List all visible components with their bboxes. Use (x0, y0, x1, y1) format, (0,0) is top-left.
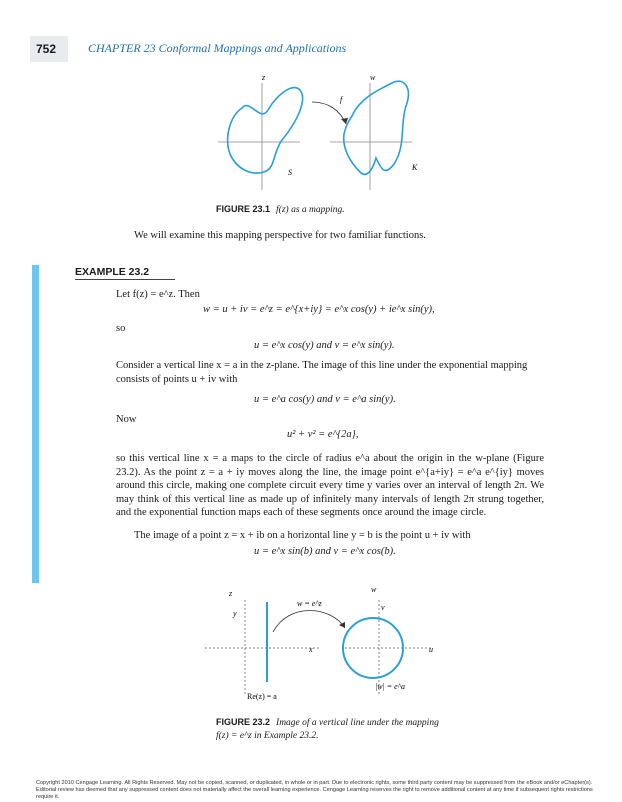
mapping-arrow (312, 102, 346, 124)
equation-1: w = u + iv = e^z = e^{x+iy} = e^x cos(y) + ie^x sin(y), (203, 304, 435, 315)
label-v: v (381, 603, 385, 612)
figure-23-2-caption (216, 716, 442, 743)
figure-23-2-text: Image of a vertical line under the mapping f(z) = e^z in Example 23.2. (216, 718, 439, 741)
label-w: w (370, 73, 376, 82)
label-u: u (429, 645, 433, 654)
example-para-3: The image of a point z = x + ib on a horizontal line y = b is the point u + iv with (134, 530, 471, 541)
page-number: 752 (36, 42, 57, 56)
example-let-line: Let f(z) = e^z. Then (116, 289, 200, 300)
mapping-arrowhead (339, 622, 345, 628)
label-S: S (288, 168, 292, 177)
figure-23-1-caption (216, 204, 345, 215)
figure-23-1-text: f(z) as a mapping. (276, 205, 345, 215)
chapter-title: CHAPTER 23 Conformal Mappings and Applications (88, 41, 347, 55)
region-S-curve (228, 88, 303, 173)
label-z: z (229, 589, 233, 598)
example-para-1: Consider a vertical line x = a in the z-plane. The image of this line under the exponential mapping consists of points u + iv with (116, 360, 528, 385)
label-re: Re(z) = a (247, 692, 277, 701)
intro-text: We will examine this mapping perspective for two familiar functions. (134, 230, 426, 241)
equation-4: u² + v² = e^{2a}, (287, 429, 359, 440)
region-K-curve (344, 81, 409, 174)
example-accent-bar (32, 265, 39, 583)
figure-23-1 (180, 68, 450, 193)
copyright-line-2: Editorial review has deemed that any suppressed content does not materially affect the overall learning experience. Cengage Learning reserves the right to remove additional content at any time if subsequent rights restrictions require it. (36, 787, 593, 801)
label-map: w = e^z (297, 599, 322, 608)
equation-2: u = e^x cos(y) and v = e^x sin(y). (254, 340, 395, 351)
example-now: Now (116, 414, 137, 425)
label-x: x (309, 645, 313, 654)
copyright-notice (36, 780, 596, 802)
example-title: EXAMPLE 23.2 (75, 266, 150, 278)
example-so: so (116, 323, 126, 334)
equation-5: u = e^x sin(b) and v = e^x cos(b). (254, 546, 396, 557)
example-title-rule (75, 279, 175, 280)
figure-23-2 (205, 582, 450, 704)
equation-3: u = e^a cos(y) and v = e^a sin(y). (254, 394, 396, 405)
figure-23-1-label: FIGURE 23.1 (216, 204, 271, 214)
label-K: K (412, 163, 418, 172)
label-f: f (340, 95, 343, 104)
label-z: z (262, 73, 266, 82)
label-y: y (233, 609, 237, 618)
label-w: w (371, 585, 377, 594)
figure-23-2-label: FIGURE 23.2 (216, 717, 271, 727)
mapping-arrow (273, 611, 345, 633)
example-para-2: so this vertical line x = a maps to the circle of radius e^a about the origin in the w-plane (Figure 23.2). As the point z = a + iy moves along the line, the image point e^{a+iy} = e^a e^{iy} moves around this circle, making one complete circuit every time y varies over an interval of length 2π. We may think of this vertical line as made up of infinitely many intervals of length 2π strung together, and the exponential function maps each of these segments once around the image circle. (116, 453, 544, 519)
mapping-arrowhead (341, 118, 348, 124)
label-modulus: |w| = e^a (375, 682, 406, 691)
copyright-line-1: Copyright 2010 Cengage Learning. All Rights Reserved. May not be copied, scanned, or duplicated, in whole or in part. Due to electronic rights, some third party content may be suppressed from the eBook and/or eChapter(s). (36, 780, 593, 786)
